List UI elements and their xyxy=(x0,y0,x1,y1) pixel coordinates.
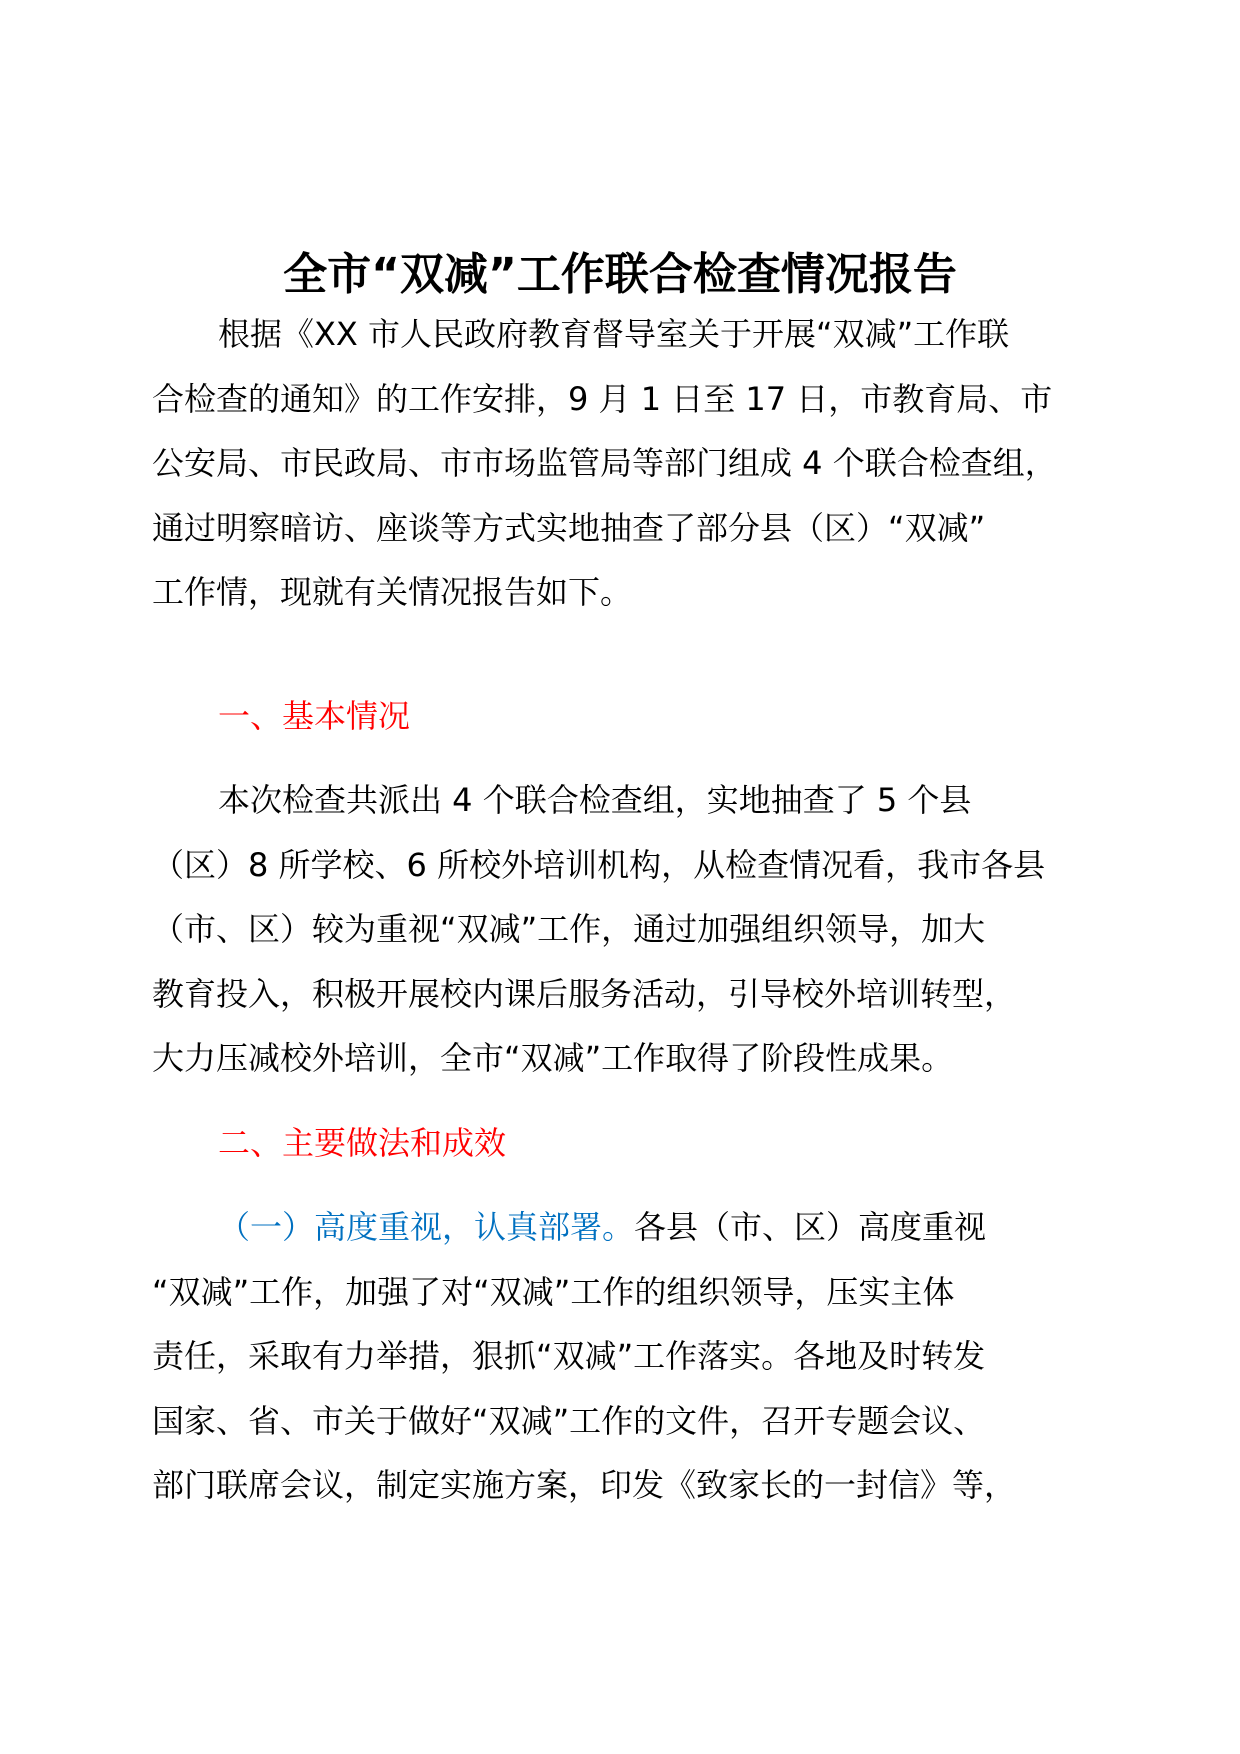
intro-paragraph xyxy=(152,302,1100,625)
section-1-paragraph xyxy=(152,768,1100,1091)
paragraph-line: 大力压减校外培训，全市“双减”工作取得了阶段性成果。 xyxy=(152,1039,954,1077)
paragraph-line: 部门联席会议，制定实施方案，印发《致家长的一封信》等， xyxy=(152,1466,1017,1504)
paragraph-line: 合检查的通知》的工作安排，9 月 1 日至 17 日，市教育局、市 xyxy=(152,379,1053,418)
section-heading: 二、主要做法和成效 xyxy=(218,1124,507,1162)
paragraph-line: 工作情，现就有关情况报告如下。 xyxy=(152,573,633,611)
paragraph-line: 教育投入，积极开展校内课后服务活动，引导校外培训转型， xyxy=(152,974,1017,1013)
section-2 xyxy=(152,1111,1100,1176)
section-1 xyxy=(152,684,1100,749)
paragraph-line: 通过明察暗访、座谈等方式实地抽查了部分县（区）“双减” xyxy=(152,508,986,547)
subsection-heading: （一）高度重视，认真部署。 xyxy=(218,1208,635,1246)
document-title: 全市“双减”工作联合检查情况报告 xyxy=(283,249,957,300)
paragraph-line: 国家、省、市关于做好“双减”工作的文件，召开专题会议、 xyxy=(152,1401,986,1440)
section-heading: 一、基本情况 xyxy=(218,697,411,735)
paragraph-line: （区）8 所学校、6 所校外培训机构，从检查情况看，我市各县 xyxy=(152,845,1046,884)
subsection-lead-text: 各县（市、区）高度重视 xyxy=(634,1208,987,1246)
paragraph-line: 本次检查共派出 4 个联合检查组，实地抽查了 5 个县 xyxy=(218,781,972,819)
paragraph-line xyxy=(152,1195,1100,1260)
subsection-1-paragraph xyxy=(152,1195,1100,1518)
paragraph-line: （市、区）较为重视“双减”工作，通过加强组织领导，加大 xyxy=(152,910,986,948)
paragraph-line: “双减”工作，加强了对“双减”工作的组织领导，压实主体 xyxy=(152,1272,955,1311)
paragraph-line: 责任，采取有力举措，狠抓“双减”工作落实。各地及时转发 xyxy=(152,1337,986,1375)
paragraph-line: 公安局、市民政局、市市场监管局等部门组成 4 个联合检查组， xyxy=(152,444,1057,482)
paragraph-line: 根据《XX 市人民政府教育督导室关于开展“双减”工作联 xyxy=(218,315,1010,353)
